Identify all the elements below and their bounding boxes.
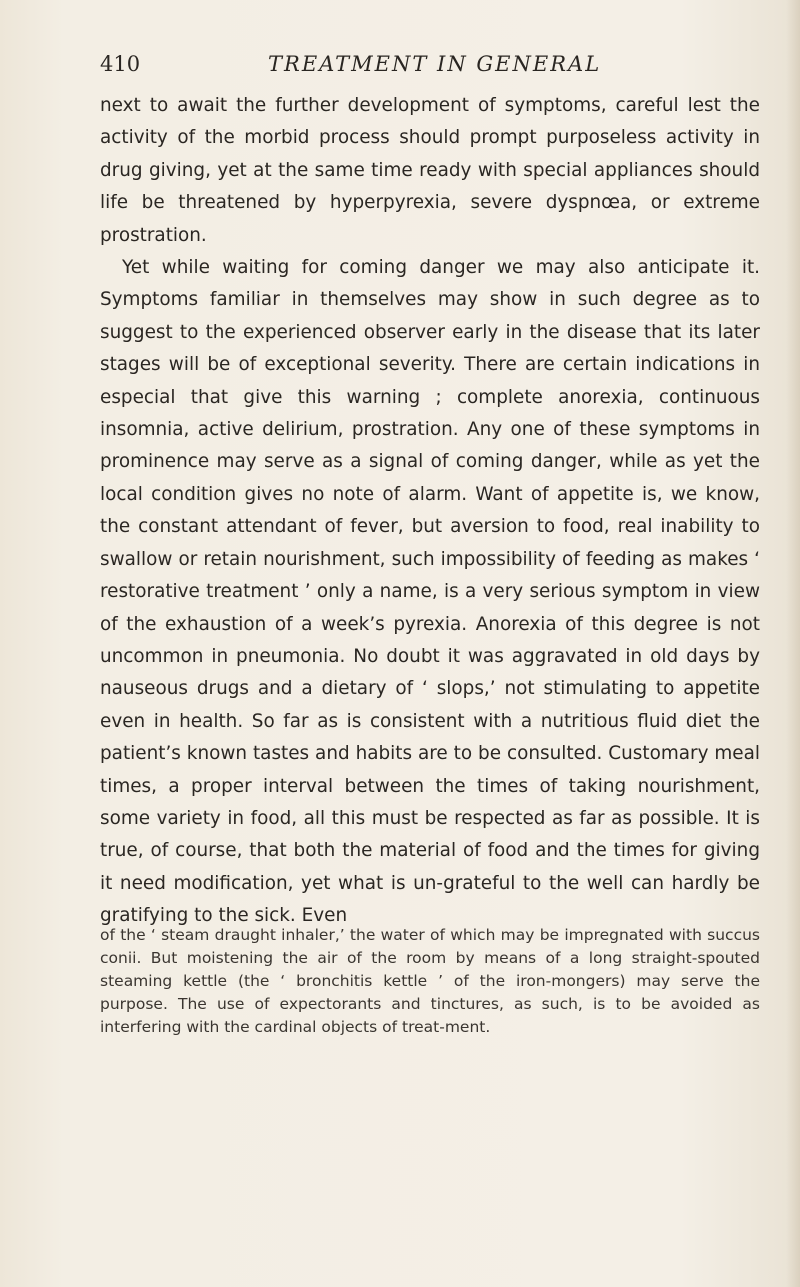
paragraph-2: Yet while waiting for coming danger we may also anticipate it. Symptoms familiar in themselves may show in such degree as to suggest to the experienced observer early in the disease that its later stages will be of exceptional severity. There are certain indications in especial that give this warning ; complete anorexia, continuous insomnia, active delirium, prostration. Any one of these symptoms in prominence may serve as a signal of coming danger, while as yet the local condition gives no note of alarm. Want of appetite is, we know, the constant attendant of fever, but aversion to food, real inability to swallow or retain nourishment, such impossibility of feeding as makes ‘ restorative treatment ’ only a name, is a very serious symptom in view of the exhaustion of a week’s pyrexia. Anorexia of this degree is not uncommon in pneumonia. No doubt it was aggravated in old days by nauseous drugs and a dietary of ‘ slops,’ not stimulating to appetite even in health. So far as is consistent with a nutritious fluid diet the patient’s known tastes and habits are to be consulted. Customary meal times, a proper interval between the times of taking nourishment, some variety in food, all this must be respected as far as possible. It is true, of course, that both the material of food and the times for giving it need modification, yet what is un-grateful to the well can hardly be gratifying to the sick. Even [100,257,760,927]
page-header [100,52,790,92]
running-head: TREATMENT IN GENERAL [268,52,602,76]
page-number: 410 [100,52,141,76]
footnote [100,924,760,1039]
page-edge-shadow [786,0,800,1287]
main-text [100,90,760,933]
paragraph-1: next to await the further development of symptoms, careful lest the activity of the morbid process should prompt purposeless activity in drug giving, yet at the same time ready with special appliances should life be threatened by hyperpyrexia, severe dyspnœa, or extreme prostration. [100,95,760,246]
footnote-text: of the ‘ steam draught inhaler,’ the water of which may be impregnated with succus conii. But moistening the air of the room by means of a long straight-spouted steaming kettle (the ‘ bronchitis kettle ’ of the iron-mongers) may serve the purpose. The use of expectorants and tinctures, as such, is to be avoided as interfering with the cardinal objects of treat-ment. [100,926,760,1036]
